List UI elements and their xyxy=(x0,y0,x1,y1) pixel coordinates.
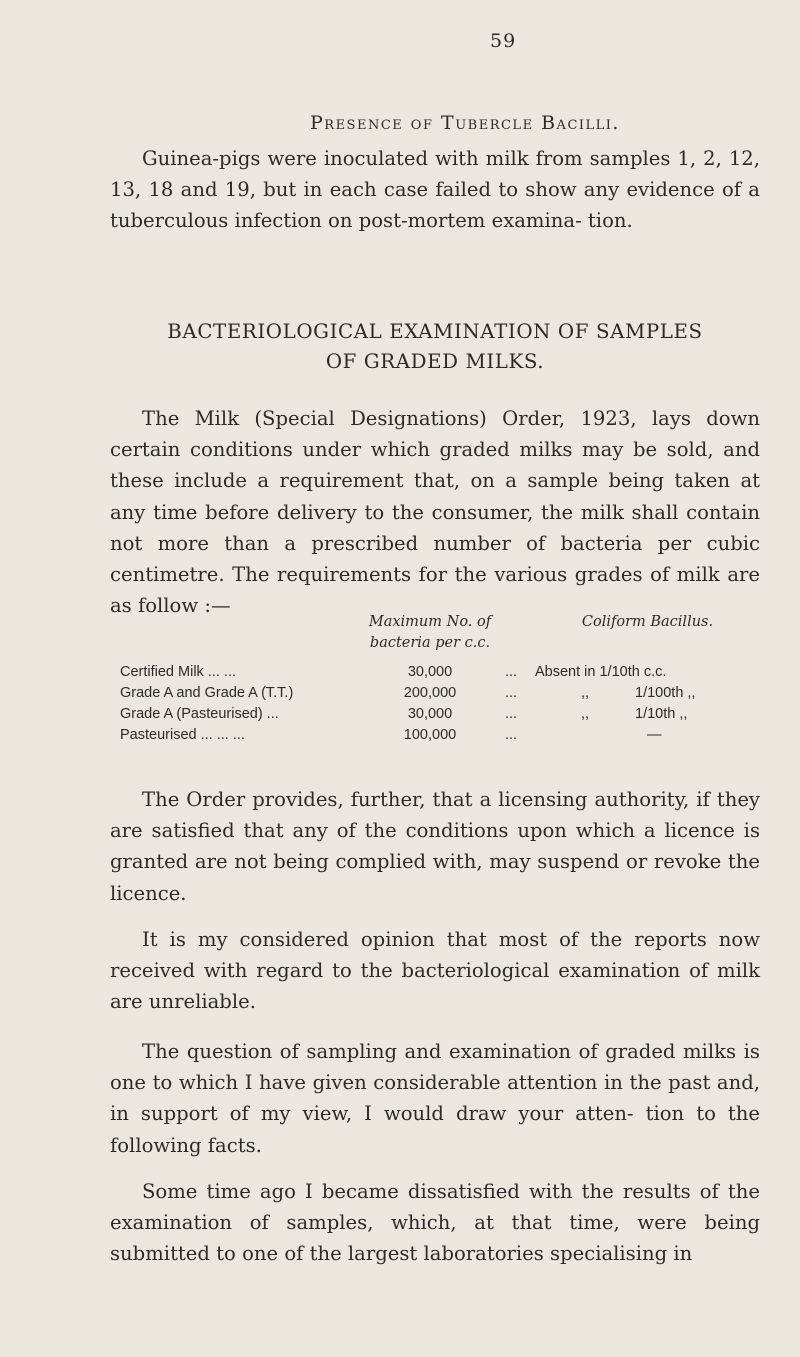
table-row xyxy=(120,725,760,746)
separator-cell: ... xyxy=(505,706,518,722)
bacteria-cell: 30,000 xyxy=(407,706,453,722)
coliform-cell: — xyxy=(647,727,662,743)
coliform-value: 1/100th ,, xyxy=(635,685,696,701)
bacteria-cell: 100,000 xyxy=(403,727,457,743)
bacteria-cell: 200,000 xyxy=(403,685,457,701)
coliform-cell: Absent in 1/10th c.c. xyxy=(535,664,667,680)
table-row xyxy=(120,683,760,704)
grade-cell: Grade A and Grade A (T.T.) xyxy=(120,685,294,701)
bacteria-cell: 30,000 xyxy=(407,664,453,680)
paragraph-licence: The Order provides, further, that a licensing authority, if they are satisfied that any of the conditions upon which a licence is granted are not being complied with, may suspend or revoke the licence. xyxy=(110,788,760,905)
paragraph-order: The Milk (Special Designations) Order, 1923, lays down certain conditions under which graded milks may be sold, and these include a requirement that, on a sample being taken at any time before delivery to the consumer, the milk shall contain not more than a prescribed number of bacteria per cubic centimetre. The requirements for the various grades of milk are as follow :— xyxy=(110,407,760,618)
separator-cell: ... xyxy=(505,664,518,680)
separator-cell: ... xyxy=(505,685,518,701)
coliform-value: 1/10th ,, xyxy=(635,706,688,722)
heading-line-2: OF GRADED MILKS. xyxy=(325,350,545,373)
paragraph-opinion: It is my considered opinion that most of the reports now received with regard to the bacteriological examination of milk are unreliable. xyxy=(110,928,760,1014)
table-row xyxy=(120,704,760,725)
heading-line-1: BACTERIOLOGICAL EXAMINATION OF SAMPLES xyxy=(167,320,703,343)
table-row xyxy=(120,662,760,683)
header-max-bacteria: Maximum No. of bacteria per c.c. xyxy=(368,614,492,651)
coliform-cell xyxy=(535,704,760,725)
paragraph-dissatisfied: Some time ago I became dissatisfied with the results of the examination of samples, which, at that time, were being submitted to one of the largest laboratories specialising in xyxy=(110,1180,760,1266)
separator-cell: ... xyxy=(505,727,518,743)
header-coliform: Coliform Bacillus. xyxy=(581,614,714,630)
paragraph-question: The question of sampling and examination of graded milks is one to which I have given considerable attention in the past and, in support of my view, I would draw your atten- tion to the following facts. xyxy=(110,1040,760,1157)
section-heading xyxy=(110,317,760,377)
paragraph-tubercle: Guinea-pigs were inoculated with milk from samples 1, 2, 12, 13, 18 and 19, but in each case failed to show any evidence of a tuberculous infection on post-mortem examina- tion. xyxy=(110,147,760,233)
grade-cell: Grade A (Pasteurised) ... xyxy=(120,706,279,722)
header-grade xyxy=(120,612,355,654)
page-number: 59 xyxy=(490,30,517,52)
ditto-mark: ,, xyxy=(580,685,590,701)
ditto-mark: ,, xyxy=(580,706,590,722)
section-title: Presence of Tubercle Bacilli. xyxy=(310,112,620,134)
milk-standards-table xyxy=(120,612,760,746)
coliform-cell xyxy=(535,683,760,704)
grade-cell: Pasteurised ... ... ... xyxy=(120,727,245,743)
table-header-row xyxy=(120,612,760,654)
grade-cell: Certified Milk ... ... xyxy=(120,664,237,680)
